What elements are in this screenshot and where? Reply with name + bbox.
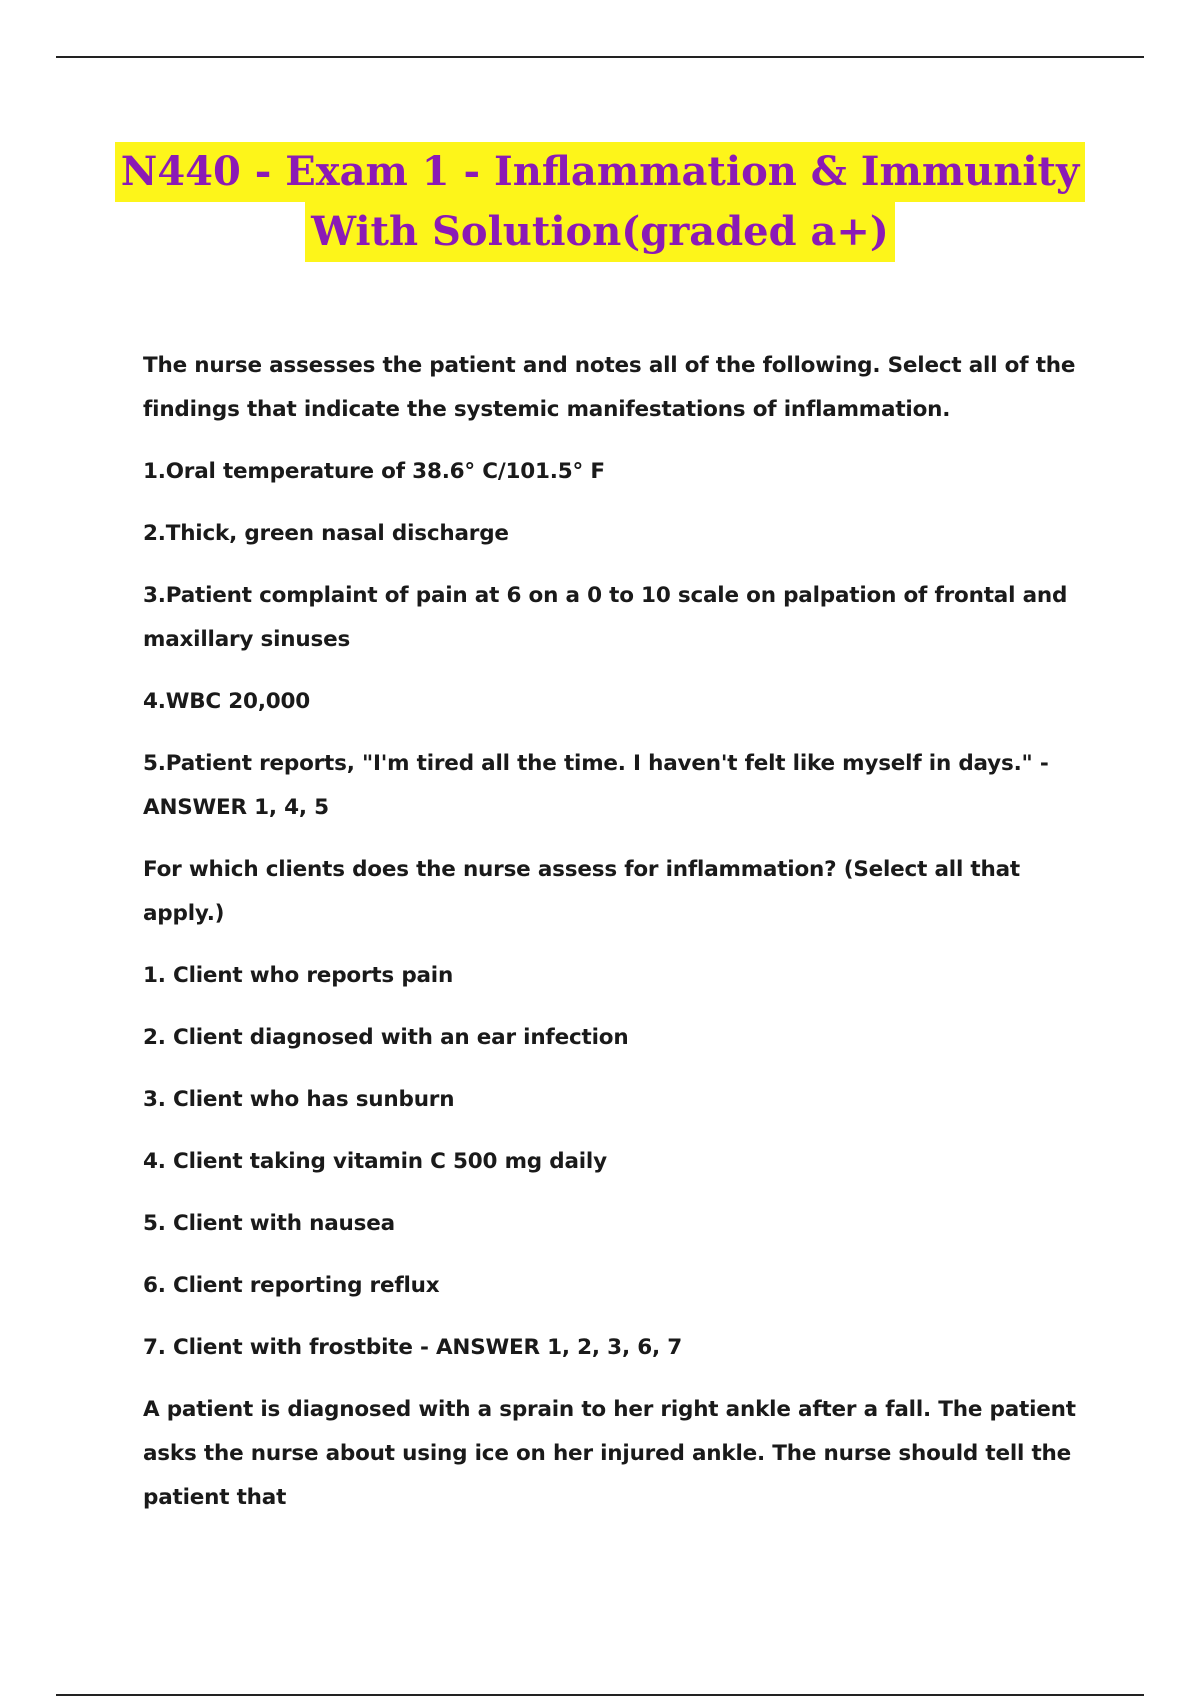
question-2-option-5: 5. Client with nausea (143, 1211, 395, 1236)
question-2-stem: For which clients does the nurse assess for inflammation? (Select all that apply.) (143, 857, 1020, 926)
bottom-rule (56, 1694, 1144, 1696)
title-line-1: N440 - Exam 1 - Inflammation & Immunity (115, 142, 1086, 202)
document-body (143, 344, 1103, 1538)
document-title (0, 142, 1200, 262)
question-1-option-3: 3.Patient complaint of pain at 6 on a 0 to 10 scale on palpation of frontal and maxillary sinuses (143, 583, 1068, 652)
question-1-option-2: 2.Thick, green nasal discharge (143, 521, 509, 546)
question-2-option-2: 2. Client diagnosed with an ear infection (143, 1025, 629, 1050)
question-2-option-7-answer: 7. Client with frostbite - ANSWER 1, 2, 3, 6, 7 (143, 1335, 682, 1360)
question-1-stem: The nurse assesses the patient and notes all of the following. Select all of the findings that indicate the systemic manifestations of inflammation. (143, 353, 1076, 422)
question-1-option-1: 1.Oral temperature of 38.6° C/101.5° F (143, 459, 605, 484)
question-2-option-1: 1. Client who reports pain (143, 963, 454, 988)
question-1-option-5-answer: 5.Patient reports, "I'm tired all the time. I haven't felt like myself in days." - ANSWER 1, 4, 5 (143, 751, 1049, 820)
question-2-option-4: 4. Client taking vitamin C 500 mg daily (143, 1149, 607, 1174)
question-2-option-3: 3. Client who has sunburn (143, 1087, 455, 1112)
title-line-2: With Solution(graded a+) (305, 202, 895, 262)
question-2-option-6: 6. Client reporting reflux (143, 1273, 440, 1298)
question-3-stem: A patient is diagnosed with a sprain to her right ankle after a fall. The patient asks the nurse about using ice on her injured ankle. The nurse should tell the patient that (143, 1397, 1076, 1510)
question-1-option-4: 4.WBC 20,000 (143, 689, 311, 714)
top-rule (56, 56, 1144, 58)
